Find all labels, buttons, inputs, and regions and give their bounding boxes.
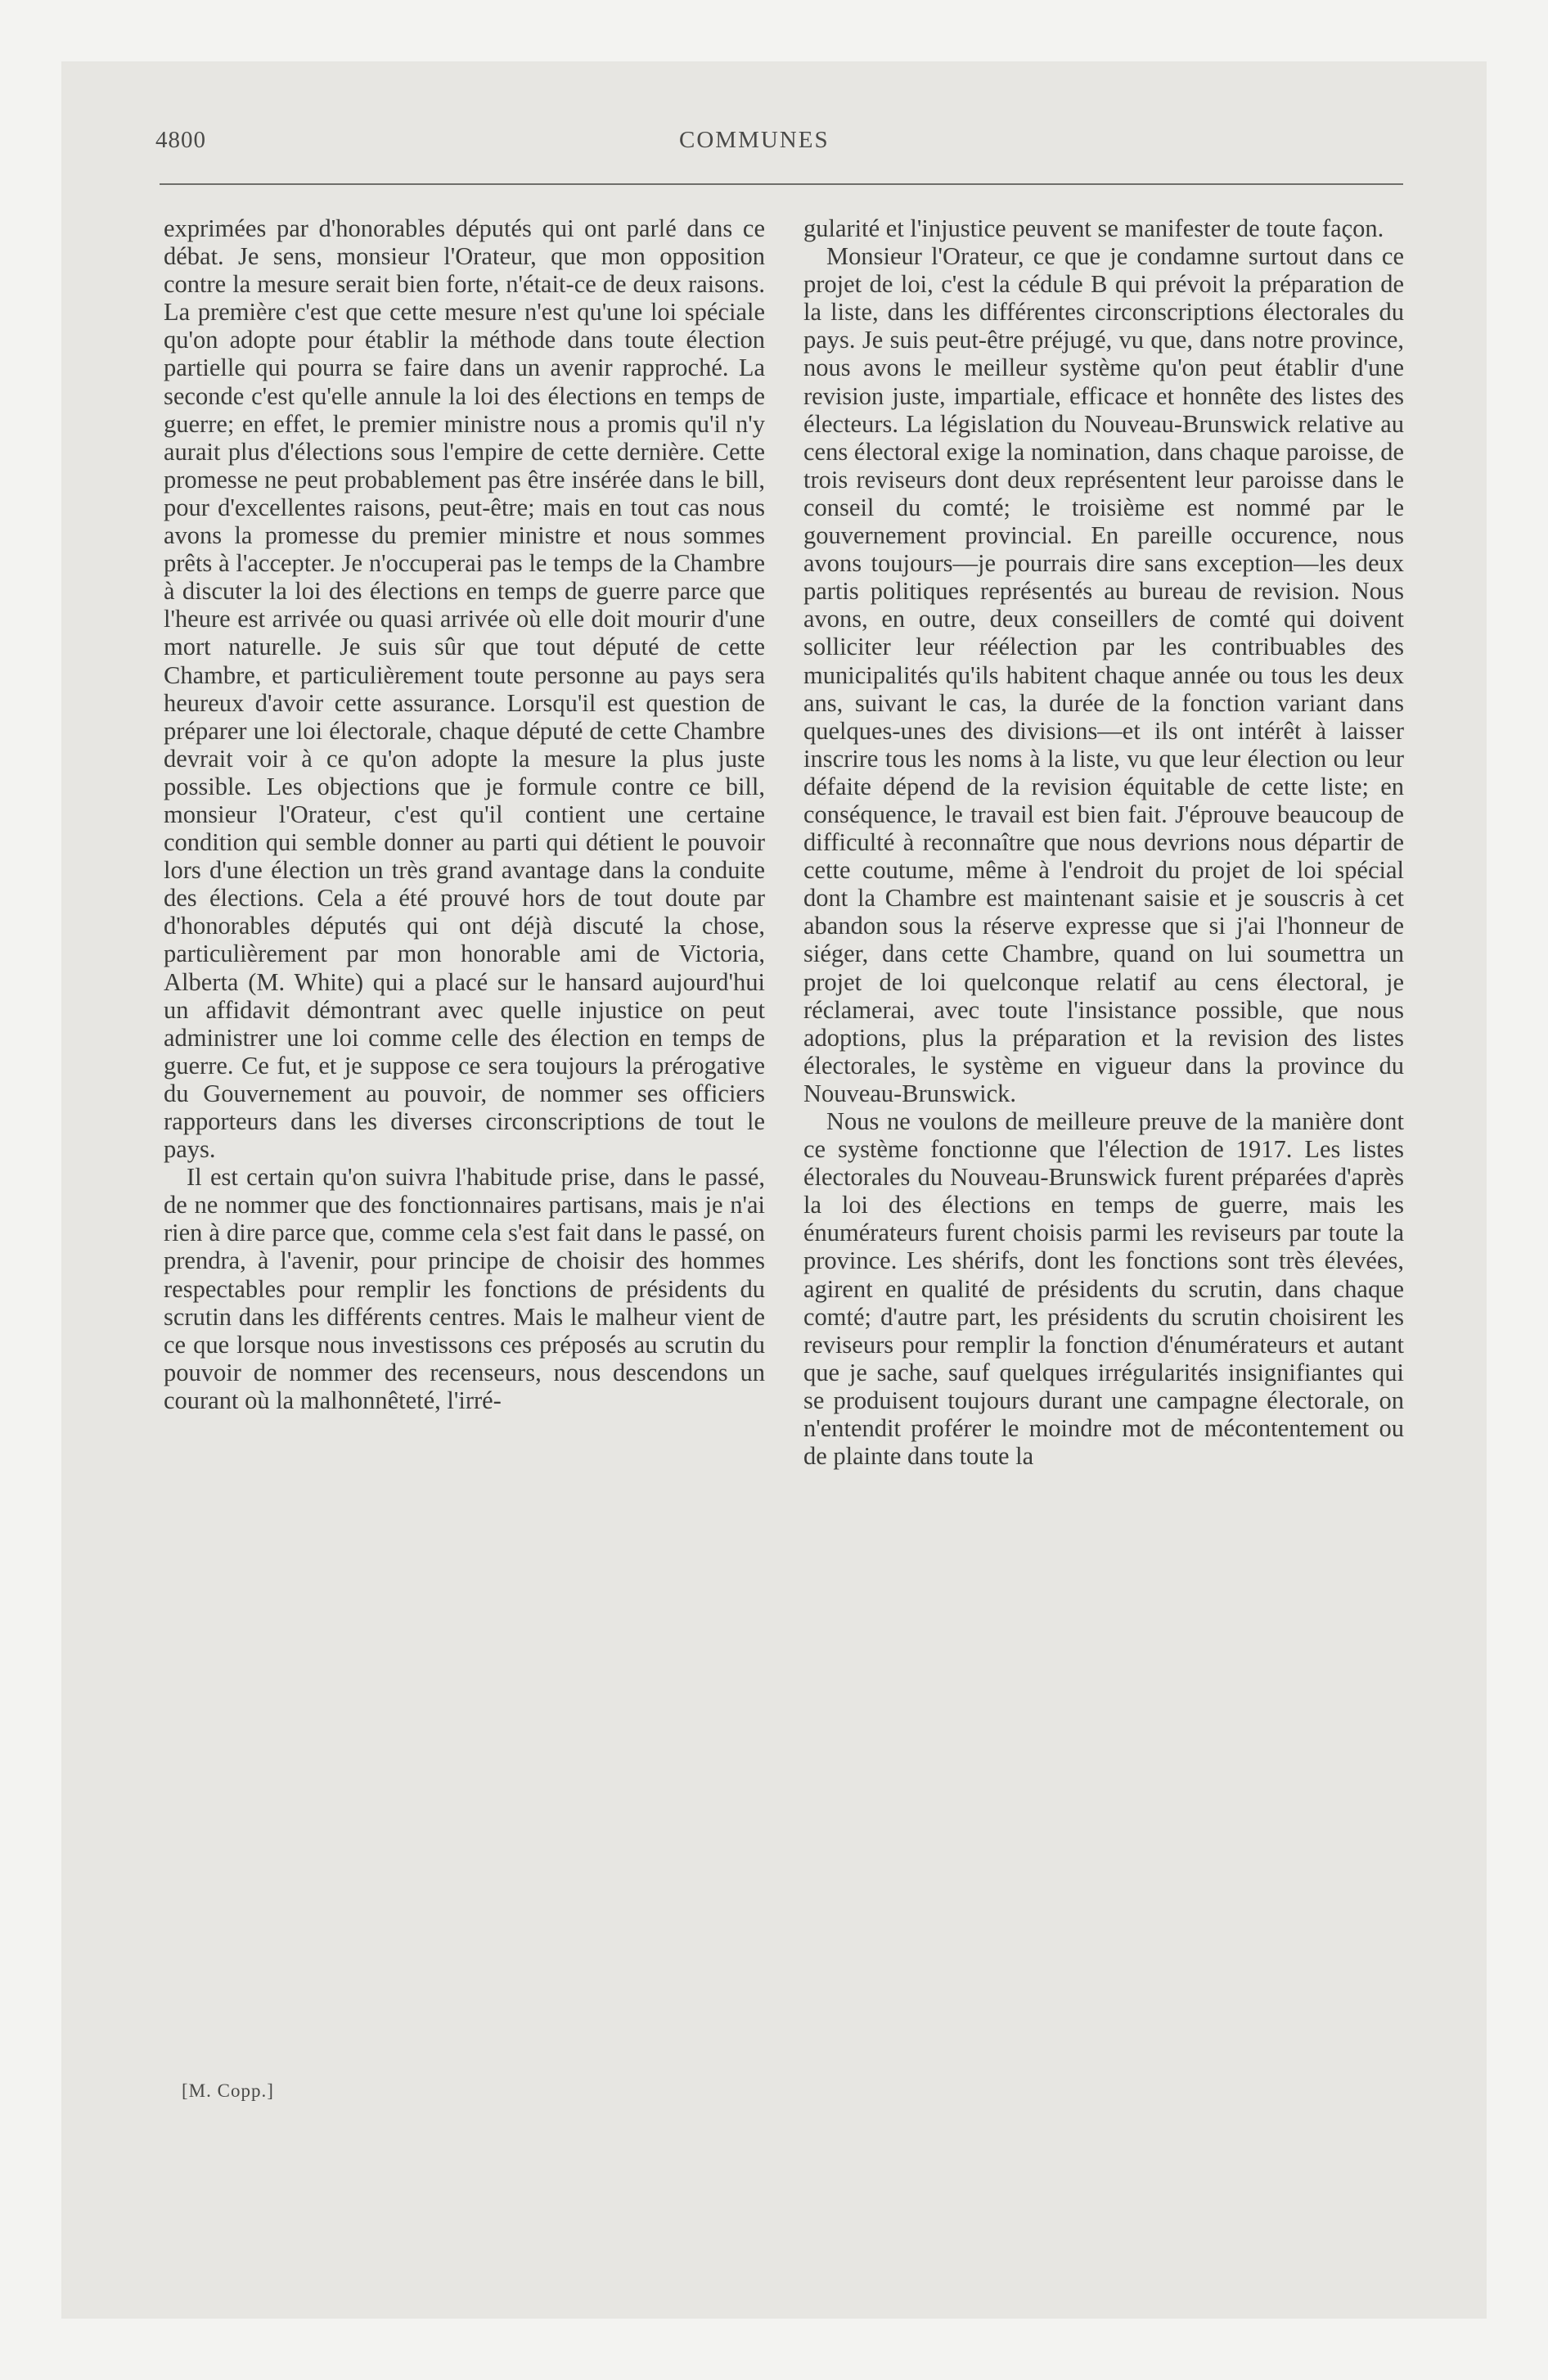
right-paragraph-2: Monsieur l'Orateur, ce que je condamne surtout dans ce projet de loi, c'est la cédule B qui prévoit la préparation de la liste, dans les différentes circonscriptions électorales du pays. Je suis peut-être préjugé, vu que, dans notre province, nous avons le meilleur système qu'on peut établir d'une revision juste, impartiale, efficace et honnête des listes des électeurs. La législation du Nouveau-Brunswick relative au cens électoral exige la nomination, dans chaque paroisse, de trois reviseurs dont deux représentent leur paroisse dans le conseil du comté; le troisième est nommé par le gouvernement provincial. En pareille occurence, nous avons toujours—je pourrais dire sans exception—les deux partis politiques représentés au bureau de revision. Nous avons, en outre, deux conseillers de comté qui doivent solliciter leur réélection par les contribuables des municipalités qu'ils habitent chaque année ou tous les deux ans, suivant le cas, la durée de la fonction variant dans quelques-unes des divisions—et ils ont intérêt à laisser inscrire tous les noms à la liste, vu que leur élection ou leur défaite dépend de la revision équitable de cette liste; en conséquence, le travail est bien fait. J'éprouve beaucoup de difficulté à reconnaître que nous devrions nous départir de cette coutume, même à l'endroit du projet de loi spécial dont la Chambre est maintenant saisie et je souscris à cet abandon sous la réserve expresse que si j'ai l'honneur de siéger, dans cette Chambre, quand on lui soumettra un projet de loi quelconque relatif au cens électoral, je réclamerai, avec toute l'insistance possible, que nous adoptions, plus la préparation et la revision des listes électorales, le système en vigueur dans la province du Nouveau-Brunswick. <box>803 242 1404 1107</box>
speaker-note: [M. Copp.] <box>182 2080 274 2101</box>
header-rule <box>160 183 1403 185</box>
running-head: COMMUNES <box>679 127 830 153</box>
page-number: 4800 <box>155 127 206 153</box>
right-paragraph-3: Nous ne voulons de meilleure preuve de la manière dont ce système fonctionne que l'élection de 1917. Les listes électorales du Nouveau-Brunswick furent préparées d'après la loi des élections en temps de guerre, mais les énumérateurs furent choisis parmi les reviseurs par toute la province. Les shérifs, dont les fonctions sont très élevées, agirent en qualité de présidents du scrutin, dans chaque comté; d'autre part, les présidents du scrutin choisirent les reviseurs pour remplir la fonction d'énumérateurs et autant que je sache, sauf quelques irrégularités insignifiantes qui se produisent toujours durant une campagne électorale, on n'entendit proférer le moindre mot de mécontentement ou de plainte dans toute la <box>803 1107 1404 1471</box>
right-column <box>803 214 1404 1470</box>
page-header <box>155 127 1407 176</box>
left-column <box>164 214 765 1414</box>
right-paragraph-1: gularité et l'injustice peuvent se manifester de toute façon. <box>803 214 1384 242</box>
left-paragraph-2: Il est certain qu'on suivra l'habitude prise, dans le passé, de ne nommer que des fonctionnaires partisans, mais je n'ai rien à dire parce que, comme cela s'est fait dans le passé, on prendra, à l'avenir, pour principe de choisir des hommes respectables pour remplir les fonctions de présidents du scrutin dans les différents centres. Mais le malheur vient de ce que lorsque nous investissons ces préposés au scrutin du pouvoir de nommer des recenseurs, nous descendons un courant où la malhonnêteté, l'irré- <box>164 1163 765 1414</box>
left-paragraph-1: exprimées par d'honorables députés qui ont parlé dans ce débat. Je sens, monsieur l'Orateur, que mon opposition contre la mesure serait bien forte, n'était-ce de deux raisons. La première c'est que cette mesure n'est qu'une loi spéciale qu'on adopte pour établir la méthode dans toute élection partielle qui pourra se faire dans un avenir rapproché. La seconde c'est qu'elle annule la loi des élections en temps de guerre; en effet, le premier ministre nous a promis qu'il n'y aurait plus d'élections sous l'empire de cette dernière. Cette promesse ne peut probablement pas être insérée dans le bill, pour d'excellentes raisons, peut-être; mais en tout cas nous avons la promesse du premier ministre et nous sommes prêts à l'accepter. Je n'occuperai pas le temps de la Chambre à discuter la loi des élections en temps de guerre parce que l'heure est arrivée ou quasi arrivée où elle doit mourir d'une mort naturelle. Je suis sûr que tout député de cette Chambre, et particulièrement toute personne au pays sera heureux d'avoir cette assurance. Lorsqu'il est question de préparer une loi électorale, chaque député de cette Chambre devrait voir à ce qu'on adopte la mesure la plus juste possible. Les objections que je formule contre ce bill, monsieur l'Orateur, c'est qu'il contient une certaine condition qui semble donner au parti qui détient le pouvoir lors d'une élection un très grand avantage dans la conduite des élections. Cela a été prouvé hors de tout doute par d'honorables députés qui ont déjà discuté la chose, particulièrement par mon honorable ami de Victoria, Alberta (M. White) qui a placé sur le hansard aujourd'hui un affidavit démontrant avec quelle injustice on peut administrer une loi comme celle des élection en temps de guerre. Ce fut, et je suppose ce sera toujours la prérogative du Gouvernement au pouvoir, de nommer ses officiers rapporteurs dans les diverses circonscriptions de tout le pays. <box>164 214 765 1164</box>
